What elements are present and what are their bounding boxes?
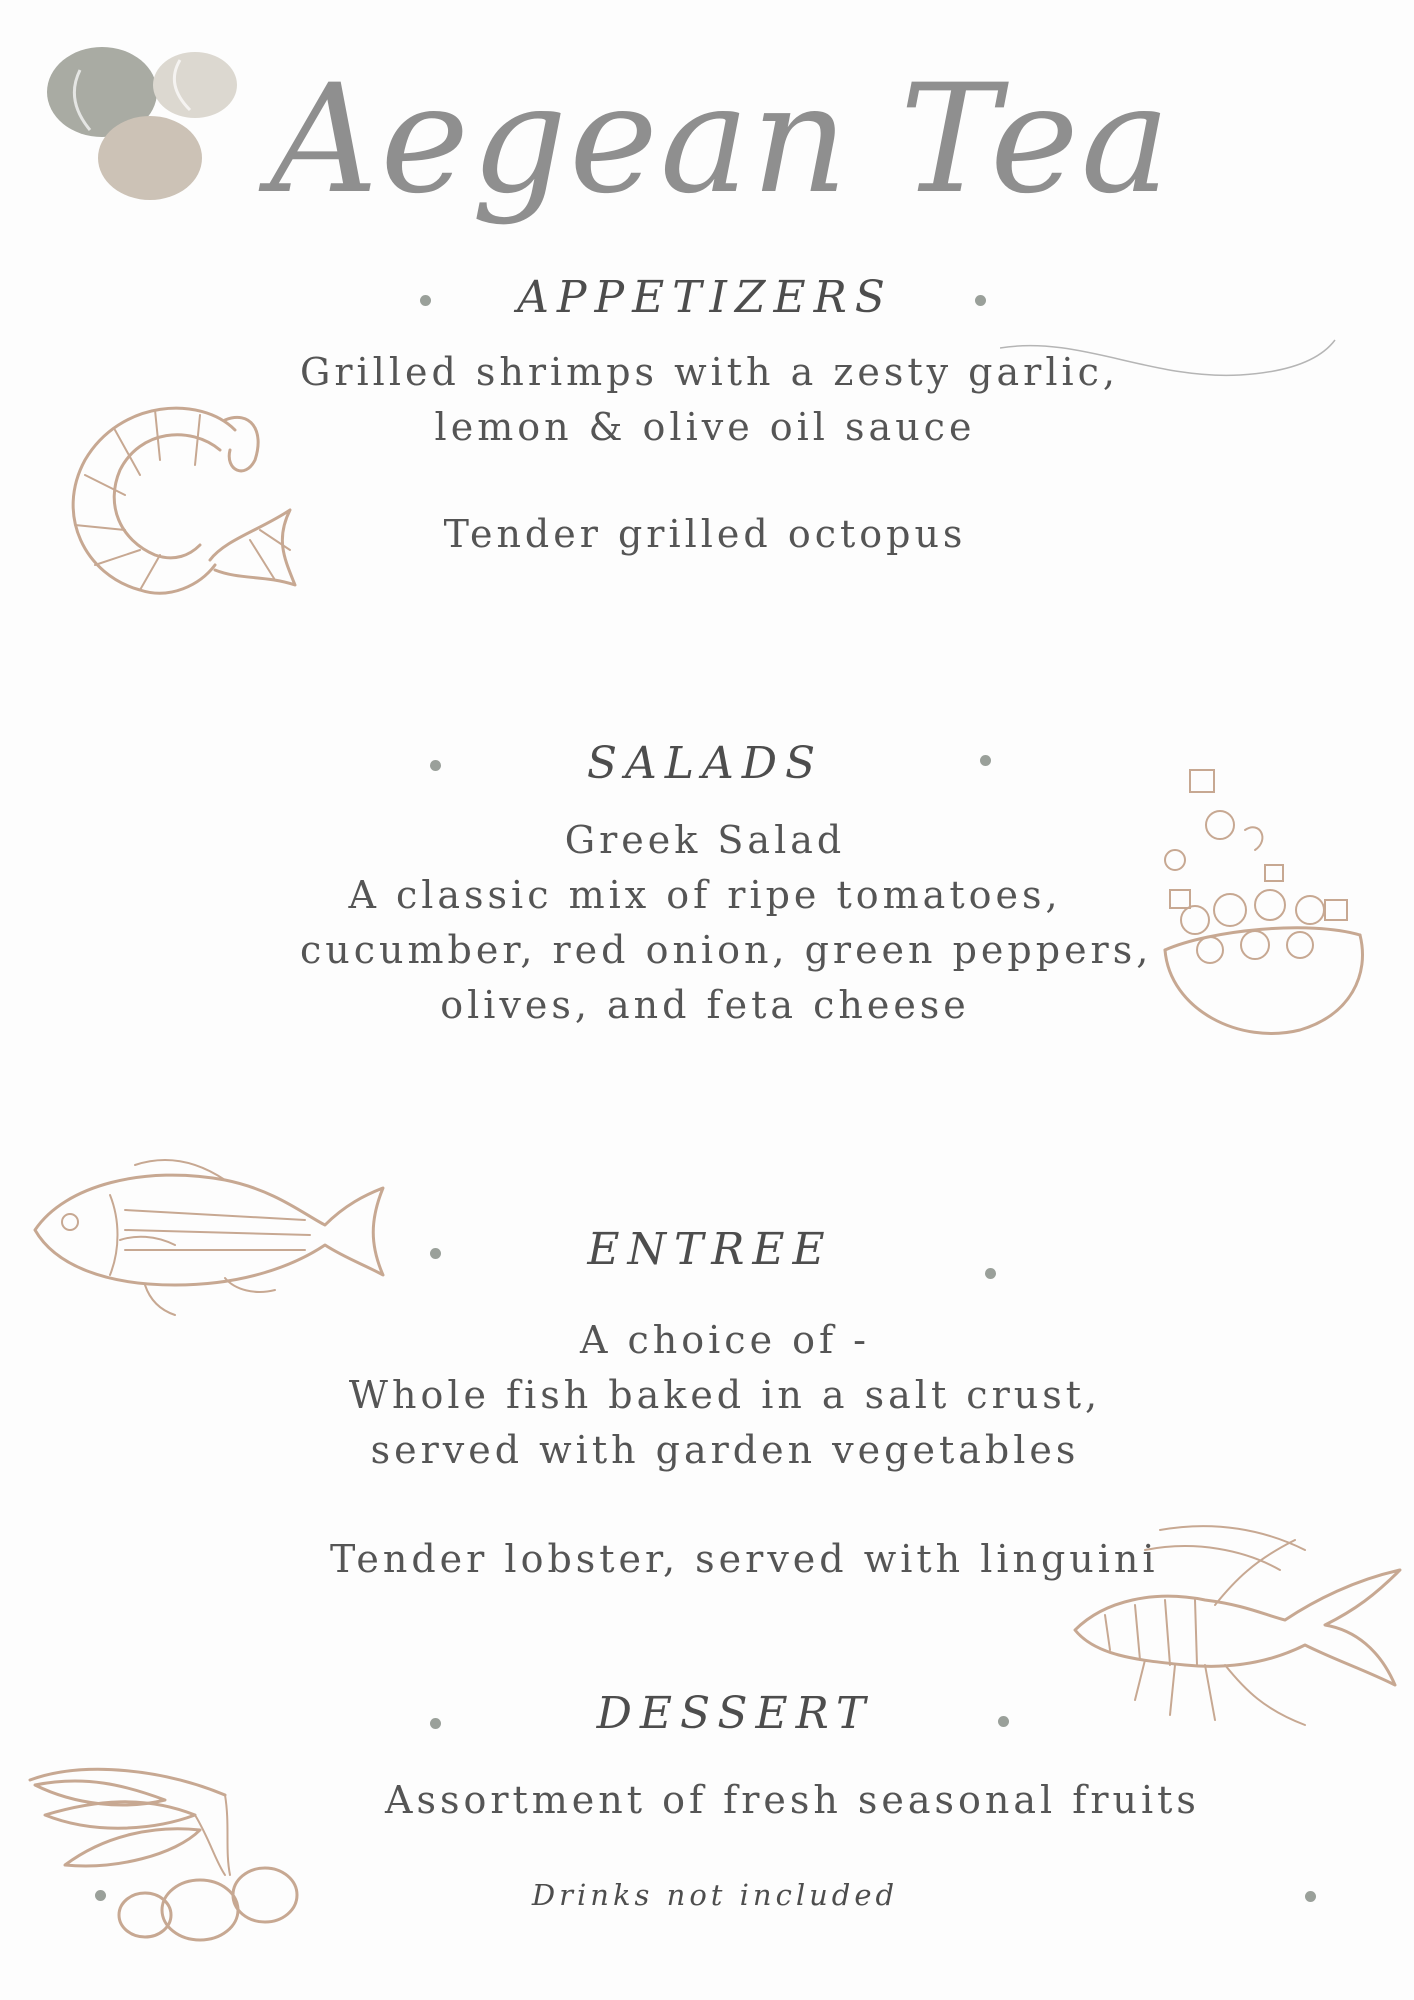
ornament-dot: [985, 1268, 996, 1279]
menu-item-line: Tender lobster, served with linguini: [330, 1537, 1159, 1581]
pebbles-logo-icon: [40, 40, 240, 210]
ornament-dot: [998, 1716, 1009, 1727]
menu-item-line: Grilled shrimps with a zesty garlic,: [300, 350, 1119, 394]
ornament-dot: [1305, 1891, 1316, 1902]
lobster-icon: [1065, 1520, 1405, 1740]
ornament-dot: [430, 1248, 441, 1259]
ornament-dot: [420, 295, 431, 306]
section-heading-dessert: DESSERT: [596, 1688, 874, 1739]
menu-item-line: olives, and feta cheese: [440, 983, 970, 1027]
ornament-dot: [975, 295, 986, 306]
ornament-dot: [430, 760, 441, 771]
menu-item-line: cucumber, red onion, green peppers,: [300, 928, 1153, 972]
menu-item-line: lemon & olive oil sauce: [434, 405, 976, 449]
restaurant-title: Aegean Tea: [270, 53, 1173, 227]
footer-note: Drinks not included: [531, 1878, 899, 1912]
menu-item-line: served with garden vegetables: [370, 1428, 1080, 1472]
section-heading-entree: ENTREE: [587, 1224, 833, 1275]
section-heading-salads: SALADS: [586, 738, 824, 789]
menu-item-line: A choice of -: [579, 1318, 871, 1362]
section-heading-appetizers: APPETIZERS: [517, 272, 893, 323]
shrimp-icon: [50, 390, 300, 610]
menu-item-line: Whole fish baked in a salt crust,: [348, 1373, 1102, 1417]
menu-item-line: Greek Salad: [564, 818, 846, 862]
salad-bowl-icon: [1150, 760, 1370, 1060]
fish-icon: [25, 1150, 385, 1320]
olive-branch-icon: [25, 1755, 305, 1955]
ornament-dot: [430, 1718, 441, 1729]
ornament-dot: [95, 1890, 106, 1901]
ornament-dot: [980, 755, 991, 766]
menu-item-line: Assortment of fresh seasonal fruits: [385, 1778, 1200, 1822]
menu-item-line: A classic mix of ripe tomatoes,: [348, 873, 1062, 917]
menu-item-line: Tender grilled octopus: [443, 512, 967, 556]
